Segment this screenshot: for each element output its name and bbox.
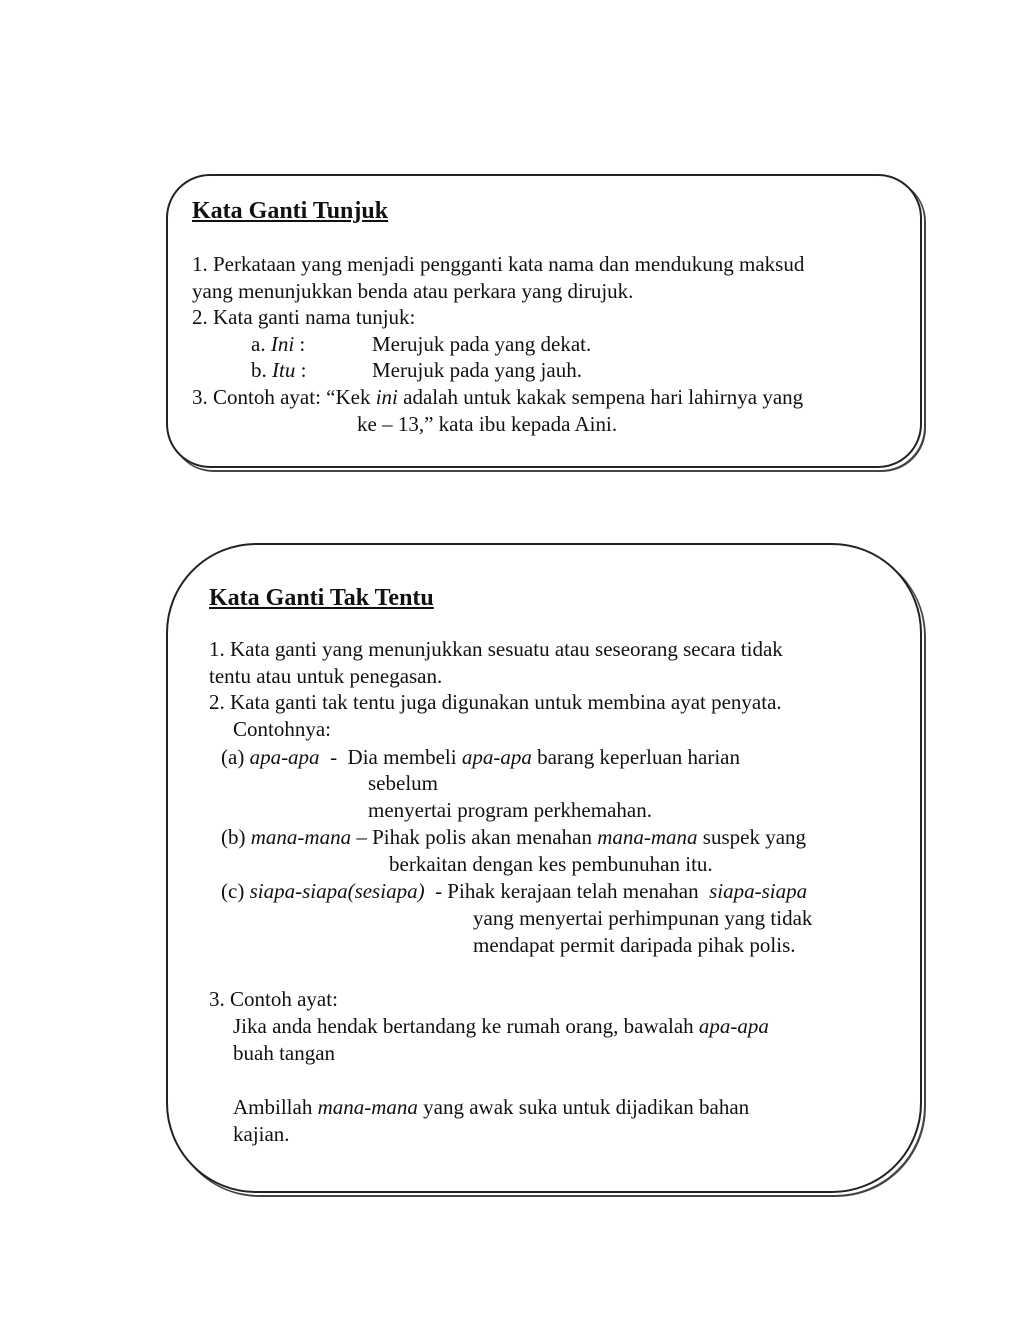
box1-point3-line1: 3. Contoh ayat: “Kek ini adalah untuk kakak sempena hari lahirnya yang <box>192 385 804 409</box>
box2-item-a-line1: (a) apa-apa - Dia membeli apa-apa barang keperluan harian <box>221 745 741 769</box>
box2-item-c-line3: mendapat permit daripada pihak polis. <box>473 933 796 957</box>
box2-item-b-line1: (b) mana-mana – Pihak polis akan menahan mana-mana suspek yang <box>221 825 807 849</box>
box2-example1-line2: buah tangan <box>233 1041 336 1065</box>
box2-example2-line2: kajian. <box>233 1122 290 1146</box>
box1-item-b-definition: Merujuk pada yang jauh. <box>372 358 582 382</box>
box1-item-a-definition: Merujuk pada yang dekat. <box>372 332 592 356</box>
box1-point1-line1: 1. Perkataan yang menjadi pengganti kata nama dan mendukung maksud <box>192 252 805 276</box>
box2-point1-line2: tentu atau untuk penegasan. <box>209 664 443 688</box>
box1-point3-line2: ke – 13,” kata ibu kepada Aini. <box>357 412 618 436</box>
box2-example2-line1: Ambillah mana-mana yang awak suka untuk dijadikan bahan <box>233 1095 750 1119</box>
box2-item-a-line2: sebelum <box>368 771 438 795</box>
box1-item-b-term: b. Itu : <box>251 358 307 382</box>
box2-item-b-line2: berkaitan dengan kes pembunuhan itu. <box>389 852 713 876</box>
heading-kata-ganti-tak-tentu: Kata Ganti Tak Tentu <box>209 585 434 611</box>
box2-contohnya: Contohnya: <box>233 717 331 741</box>
box1-point2: 2. Kata ganti nama tunjuk: <box>192 305 416 329</box>
box2-item-c-line1: (c) siapa-siapa(sesiapa) - Pihak kerajaan telah menahan siapa-siapa <box>221 879 808 903</box>
heading-kata-ganti-tunjuk: Kata Ganti Tunjuk <box>192 198 389 224</box>
box2-point3: 3. Contoh ayat: <box>209 987 338 1011</box>
box1-item-a-term: a. Ini : <box>251 332 306 356</box>
box2-item-a-line3: menyertai program perkhemahan. <box>368 798 652 822</box>
box2-item-c-line2: yang menyertai perhimpunan yang tidak <box>473 906 813 930</box>
box1-point1-line2: yang menunjukkan benda atau perkara yang dirujuk. <box>192 279 634 303</box>
box2-example1-line1: Jika anda hendak bertandang ke rumah orang, bawalah apa-apa <box>233 1014 769 1038</box>
box2-point2: 2. Kata ganti tak tentu juga digunakan untuk membina ayat penyata. <box>209 690 782 714</box>
box2-point1-line1: 1. Kata ganti yang menunjukkan sesuatu atau seseorang secara tidak <box>209 637 783 661</box>
